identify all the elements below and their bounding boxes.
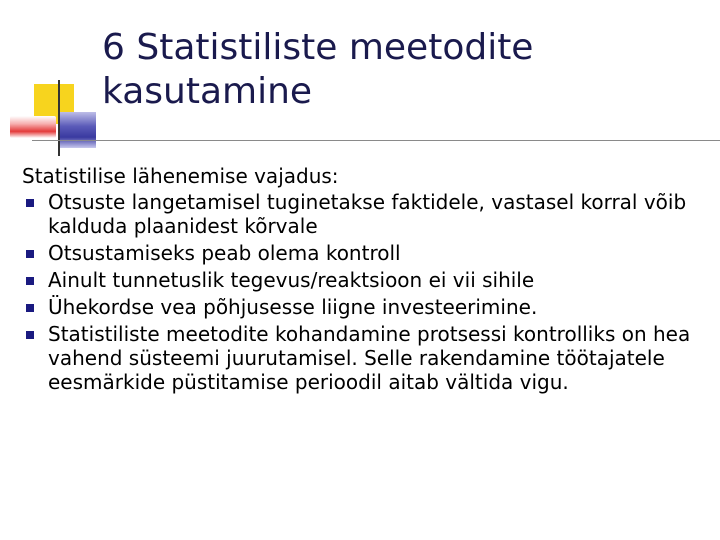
bullet-text: Otsuste langetamisel tuginetakse faktidele, vastasel korral võib kalduda plaanidest kõrvale: [48, 190, 687, 238]
list-item: [22, 241, 692, 265]
decor-blue-square: [60, 112, 96, 148]
list-item: [22, 295, 692, 319]
title-divider: [32, 140, 720, 141]
slide-title: 6 Statistiliste meetodite kasutamine: [102, 27, 534, 112]
square-bullet-icon: [26, 250, 34, 258]
slide-body: [22, 164, 692, 397]
bullet-list: [22, 190, 692, 394]
square-bullet-icon: [26, 304, 34, 312]
square-bullet-icon: [26, 199, 34, 207]
bullet-text: Statistiliste meetodite kohandamine protsessi kontrolliks on hea vahend süsteemi juurutamisel. Selle rakendamine töötajatele eesmärkide püstitamise perioodil aitab vältida vigu.: [48, 322, 691, 394]
list-item: [22, 268, 692, 292]
bullet-text: Ühekordse vea põhjusesse liigne investeerimine.: [48, 295, 538, 319]
intro-text: Statistilise lähenemise vajadus:: [22, 164, 339, 188]
decor-vertical-line: [58, 80, 60, 156]
bullet-text: Ainult tunnetuslik tegevus/reaktsioon ei vii sihile: [48, 268, 535, 292]
list-item: [22, 190, 692, 238]
square-bullet-icon: [26, 277, 34, 285]
list-item: [22, 322, 692, 394]
square-bullet-icon: [26, 331, 34, 339]
bullet-text: Otsustamiseks peab olema kontroll: [48, 241, 401, 265]
decor-red-bar: [10, 116, 56, 138]
